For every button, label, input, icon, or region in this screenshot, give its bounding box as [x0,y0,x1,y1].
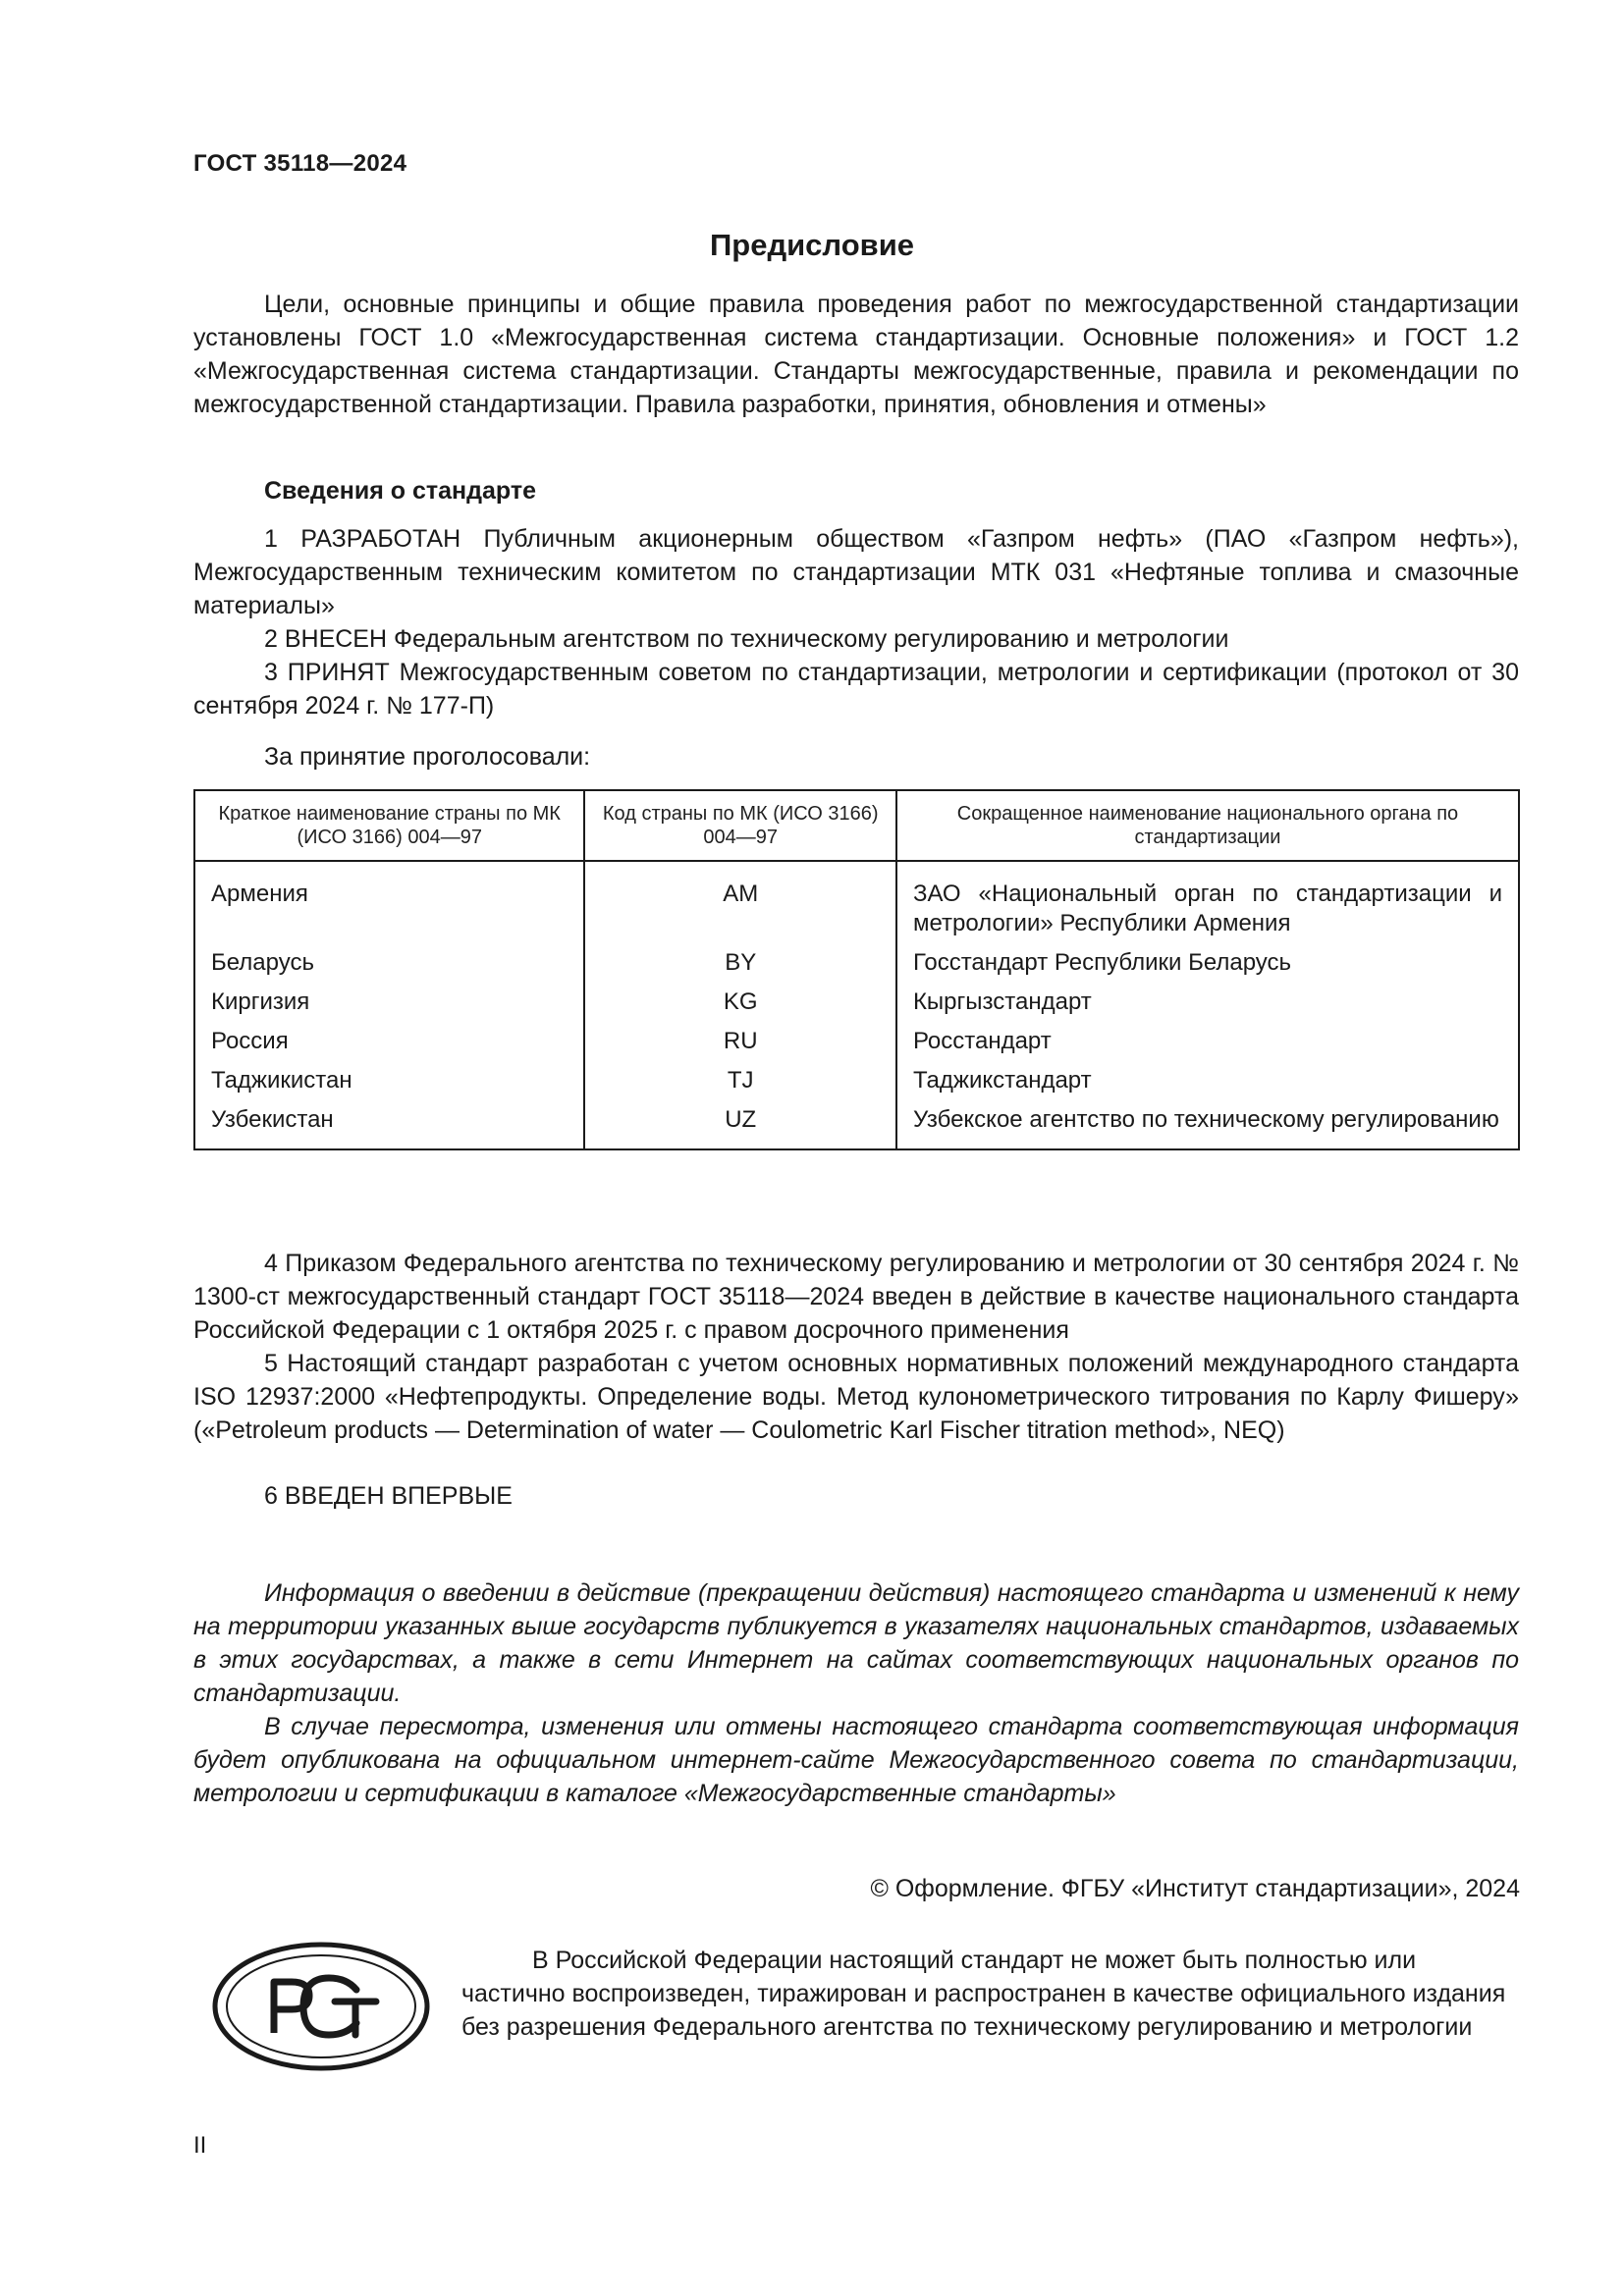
cell-code: KG [584,983,895,1022]
cell-body: Росстандарт [912,1028,1052,1054]
table-row [194,1022,1519,1061]
intro-paragraph: Цели, основные принципы и общие правила проведения работ по межгосударственной стандартизации установлены ГОСТ 1.0 «Межгосударственная система стандартизации. Основные положения» и ГОСТ 1.2 «Межгосударственная система стандартизации. Стандарты межгосударственные, правила и рекомендации по межгосударственной стандартизации. Правила разработки, принятия, обновления и отмены» [193,291,1519,418]
item-6: 6 ВВЕДЕН ВПЕРВЫЕ [264,1482,513,1510]
table-row [194,983,1519,1022]
cell-country: Россия [194,1022,584,1061]
cell-country: Беларусь [194,943,584,983]
rights-notice: В Российской Федерации настоящий стандарт не может быть полностью или частично воспроизведен, тиражирован и распространен в качестве официального издания без разрешения Федерального агентства по техническому регулированию и метрологии [461,1947,1506,2041]
cell-code: UZ [584,1100,895,1149]
item-4: 4 Приказом Федерального агентства по техническому регулированию и метрологии от 30 сентября 2024 г. № 1300-ст межгосударственный стандарт ГОСТ 35118—2024 введен в действие в качестве национального стандарта Российской Федерации с 1 октября 2025 г. с правом досрочного применения [193,1250,1519,1344]
item-5: 5 Настоящий стандарт разработан с учетом основных нормативных положений международного стандарта ISO 12937:2000 «Нефтепродукты. Определение воды. Метод кулонометрического титрования по Карлу Фишеру» («Petroleum products — Determination of water — Coulometric Karl Fischer titration method», NEQ) [193,1350,1519,1444]
cell-country: Армения [194,861,584,943]
table-header-row [194,790,1519,861]
header-country: Краткое наименование страны по МК (ИСО 3166) 004—97 [194,790,584,861]
rst-certification-logo-icon [211,1939,432,2074]
cell-code: AM [584,861,895,943]
table-row [194,861,1519,943]
cell-body: Узбекское агентство по техническому регулированию [912,1106,1499,1133]
table-row [194,1100,1519,1149]
page-number: II [193,2132,207,2159]
section-heading: Сведения о стандарте [264,477,537,505]
table-row [194,1061,1519,1100]
cell-body: Таджикстандарт [912,1067,1092,1094]
voting-table [193,789,1520,1150]
cell-code: TJ [584,1061,895,1100]
revision-notice: В случае пересмотра, изменения или отмены настоящего стандарта соответствующая информация будет опубликована на официальном интернет-сайте Межгосударственного совета по стандартизации, метрологии и сертификации в каталоге «Межгосударственные стандарты» [193,1713,1519,1807]
info-notice: Информация о введении в действие (прекращении действия) настоящего стандарта и изменений к нему на территории указанных выше государств публикуется в указателях национальных стандартов, издаваемых в этих государствах, а также в сети Интернет на сайтах соответствующих национальных органов по стандартизации. [193,1579,1519,1707]
cell-body: ЗАО «Национальный орган по стандартизации и метрологии» Республики Армения [912,881,1502,936]
cell-body: Госстандарт Республики Беларусь [912,949,1292,976]
cell-body: Кыргызстандарт [912,988,1092,1015]
cell-code: BY [584,943,895,983]
table-row [194,943,1519,983]
cell-country: Узбекистан [194,1100,584,1149]
item-1: 1 РАЗРАБОТАН Публичным акционерным обществом «Газпром нефть» (ПАО «Газпром нефть»), Межгосударственным техническим комитетом по стандартизации МТК 031 «Нефтяные топлива и смазочные материалы» [193,525,1519,619]
header-body: Сокращенное наименование национального органа по стандартизации [896,790,1519,861]
cell-country: Таджикистан [194,1061,584,1100]
gost-code-header: ГОСТ 35118—2024 [193,150,407,177]
cell-country: Киргизия [194,983,584,1022]
header-code: Код страны по МК (ИСО 3166) 004—97 [584,790,895,861]
page-title: Предисловие [709,228,914,262]
copyright-line: © Оформление. ФГБУ «Институт стандартизации», 2024 [870,1875,1520,1902]
item-3: 3 ПРИНЯТ Межгосударственным советом по стандартизации, метрологии и сертификации (протокол от 30 сентября 2024 г. № 177-П) [193,659,1519,720]
item-2: 2 ВНЕСЕН Федеральным агентством по техническому регулированию и метрологии [264,625,1229,653]
cell-code: RU [584,1022,895,1061]
vote-label: За принятие проголосовали: [264,743,591,771]
